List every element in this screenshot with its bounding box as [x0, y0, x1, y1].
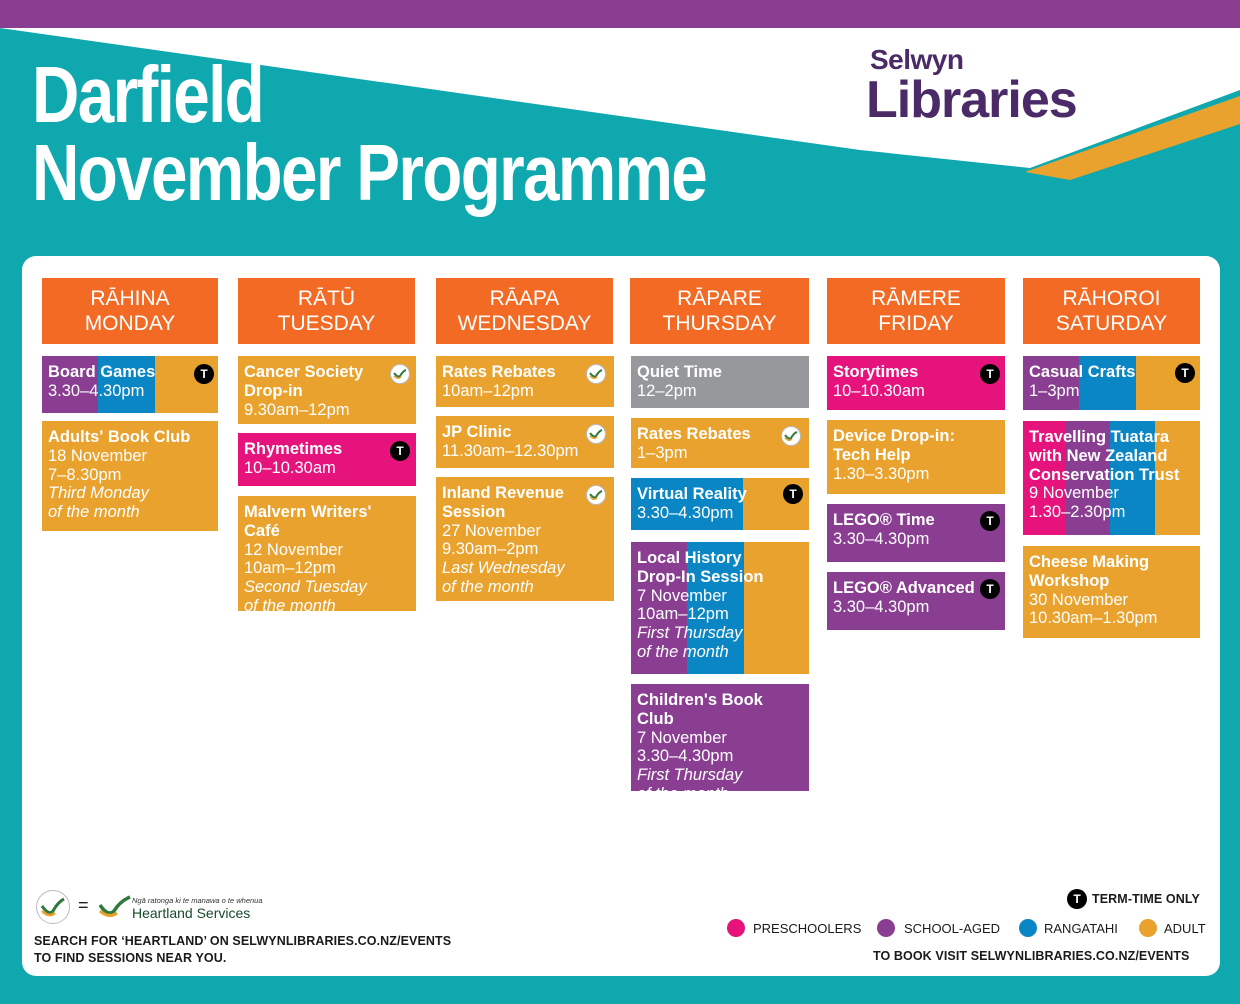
event-title: Cheese Making — [1029, 553, 1150, 571]
event-casual-crafts[interactable] — [1023, 356, 1200, 410]
event-title: Tech Help — [833, 445, 911, 464]
event-title: Inland Revenue — [442, 484, 564, 502]
event-date: 30 November — [1029, 590, 1129, 609]
event-title: Adults' Book Club — [48, 428, 191, 446]
search-heartland-text-2: TO FIND SESSIONS NEAR YOU. — [34, 951, 227, 965]
event-title: Device Drop-in: — [833, 427, 955, 445]
event-date: 7 November — [637, 728, 727, 747]
day-header-thursday: RĀPARE THURSDAY — [630, 278, 809, 344]
event-lego-advanced[interactable] — [827, 572, 1005, 630]
event-title: Malvern Writers' Café — [244, 503, 372, 540]
event-date: 9 November — [1029, 484, 1119, 503]
event-time: 10am–12pm — [244, 559, 336, 578]
event-time: 1–3pm — [637, 443, 688, 462]
event-note: Second Tuesday — [244, 578, 367, 597]
legend-school-aged: SCHOOL-AGED — [904, 921, 1001, 936]
day-header-saturday: RĀHOROI SATURDAY — [1023, 278, 1200, 344]
booking-text: TO BOOK VISIT SELWYNLIBRARIES.CO.NZ/EVENTS — [873, 949, 1190, 963]
event-device-drop-in[interactable] — [827, 420, 1005, 494]
legend-rangatahi: RANGATAHI — [1044, 921, 1118, 936]
event-title: Cancer Society — [244, 363, 364, 381]
event-cancer-society[interactable] — [238, 356, 416, 424]
event-time: 10am–12pm — [637, 605, 729, 624]
preschoolers-swatch — [727, 919, 745, 937]
heartland-tagline: Ngā ratonga ki te manawa o te whenua — [132, 896, 263, 905]
term-time-icon: T — [980, 579, 1000, 599]
event-time: 11.30am–12.30pm — [442, 441, 579, 460]
event-date: 18 November — [48, 446, 148, 465]
event-title: Children's Book Club — [637, 691, 763, 728]
event-date: 12 November — [244, 540, 344, 559]
term-time-icon: T — [980, 511, 1000, 531]
event-time: 3.30–4.30pm — [637, 503, 734, 522]
event-time: 7–8.30pm — [48, 465, 122, 484]
event-title: Board Games — [48, 363, 156, 381]
event-childrens-book-club[interactable] — [631, 684, 809, 803]
event-title: Conservation Trust — [1029, 465, 1180, 484]
event-malvern-writers-cafe[interactable] — [238, 496, 416, 615]
event-title: Drop-in — [244, 381, 303, 400]
school-aged-swatch — [877, 919, 895, 937]
event-title: Session — [442, 502, 506, 521]
event-title: JP Clinic — [442, 423, 512, 441]
event-title: LEGO® Time — [833, 511, 935, 529]
event-time: 3.30–4.30pm — [833, 529, 930, 548]
event-note: Last Wednesday — [442, 559, 565, 578]
term-time-icon: T — [783, 484, 803, 504]
logo-libraries: Libraries — [866, 71, 1077, 129]
event-board-games[interactable] — [42, 356, 218, 413]
heartland-icon — [781, 426, 801, 446]
heartland-icon — [586, 364, 606, 384]
logo-selwyn: Selwyn — [870, 44, 964, 75]
event-local-history[interactable] — [631, 542, 809, 674]
term-time-icon: T — [980, 364, 1000, 384]
event-note: First Thursday — [637, 766, 743, 785]
event-inland-revenue[interactable] — [436, 477, 614, 601]
day-header-wednesday: RĀAPA WEDNESDAY — [436, 278, 613, 344]
event-adults-book-club[interactable] — [42, 421, 218, 531]
event-travelling-tuatara[interactable] — [1023, 421, 1200, 535]
event-title: Workshop — [1029, 571, 1110, 590]
event-rhymetimes[interactable] — [238, 433, 416, 486]
event-jp-clinic[interactable] — [436, 416, 614, 468]
event-title: Local History — [637, 549, 742, 567]
term-time-icon: T — [390, 441, 410, 461]
event-note: First Thursday — [637, 624, 743, 643]
event-note: Third Monday — [48, 484, 149, 503]
event-title: with New Zealand — [1029, 446, 1168, 465]
day-header-friday: RĀMERE FRIDAY — [827, 278, 1005, 344]
rangatahi-swatch — [1019, 919, 1037, 937]
term-time-icon: T — [194, 364, 214, 384]
event-time: 3.30–4.30pm — [833, 597, 930, 616]
event-title: Rhymetimes — [244, 440, 343, 458]
equals-sign: = — [78, 895, 89, 915]
event-note: of the month — [637, 642, 729, 661]
event-note: of the month — [244, 596, 336, 615]
event-time: 1–3pm — [1029, 381, 1080, 400]
event-time: 10–10.30am — [244, 458, 336, 477]
event-time: 1.30–3.30pm — [833, 464, 930, 483]
event-title: Quiet Time — [637, 363, 722, 381]
event-note: of the month — [442, 577, 534, 596]
heartland-icon — [586, 424, 606, 444]
event-time: 9.30am–2pm — [442, 540, 539, 559]
event-time: 1.30–2.30pm — [1029, 503, 1126, 522]
search-heartland-text: SEARCH FOR ‘HEARTLAND’ ON SELWYNLIBRARIES.CO.NZ/EVENTS — [34, 934, 452, 948]
heartland-icon — [390, 364, 410, 384]
day-header-tuesday: RĀTŪ TUESDAY — [238, 278, 415, 344]
event-time: 10am–12pm — [442, 381, 534, 400]
event-time: 10.30am–1.30pm — [1029, 609, 1158, 628]
term-time-icon: T — [1175, 363, 1195, 383]
event-time: 3.30–4.30pm — [637, 747, 734, 766]
event-title: Travelling Tuatara — [1029, 428, 1169, 446]
event-note: of the month — [48, 503, 140, 522]
event-quiet-time[interactable] — [631, 356, 809, 408]
heartland-icon — [586, 485, 606, 505]
event-note: of the month — [637, 784, 729, 803]
event-time: 12–2pm — [637, 381, 697, 400]
event-title: Virtual Reality — [637, 485, 747, 503]
day-header-monday: RĀHINA MONDAY — [42, 278, 218, 344]
page-title: Darfield November Programme — [32, 50, 707, 217]
event-virtual-reality[interactable] — [631, 478, 809, 530]
term-time-icon: T — [1067, 889, 1087, 909]
event-title: LEGO® Advanced — [833, 579, 975, 597]
event-rates-rebates-wed[interactable] — [436, 356, 614, 407]
heartland-name: Heartland Services — [132, 905, 251, 921]
legend-preschoolers: PRESCHOOLERS — [753, 921, 862, 936]
event-title: Drop-In Session — [637, 567, 764, 586]
event-date: 27 November — [442, 521, 542, 540]
adult-swatch — [1139, 919, 1157, 937]
event-title: Rates Rebates — [442, 363, 556, 381]
event-date: 7 November — [637, 586, 727, 605]
term-time-label: TERM-TIME ONLY — [1092, 892, 1200, 906]
event-cheese-making[interactable] — [1023, 546, 1200, 638]
event-storytimes[interactable] — [827, 356, 1005, 410]
event-time: 9.30am–12pm — [244, 400, 350, 419]
heartland-logo-icon — [98, 893, 132, 921]
event-time: 3.30–4.30pm — [48, 381, 145, 400]
event-title: Rates Rebates — [637, 425, 751, 443]
event-rates-rebates-thu[interactable] — [631, 418, 809, 468]
event-time: 10–10.30am — [833, 381, 925, 400]
legend-adult: ADULT — [1164, 921, 1206, 936]
event-title: Storytimes — [833, 363, 919, 381]
heartland-icon — [36, 890, 70, 924]
event-title: Casual Crafts — [1029, 363, 1136, 381]
event-lego-time[interactable] — [827, 504, 1005, 562]
